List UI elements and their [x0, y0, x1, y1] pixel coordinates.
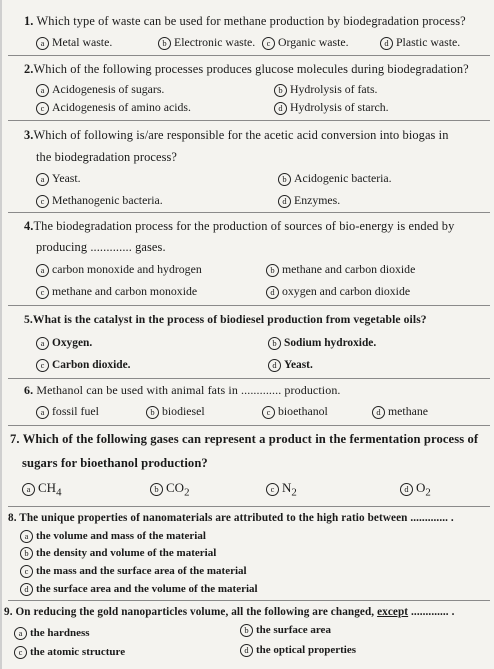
q9-letter-b: b	[240, 624, 253, 637]
q3-option-d[interactable]: d Enzymes.	[278, 193, 340, 208]
q3-letter-d: d	[278, 195, 291, 208]
q5-option-c[interactable]: c Carbon dioxide.	[36, 358, 130, 372]
q3-option-b[interactable]: b Acidogenic bacteria.	[278, 171, 392, 186]
question-9-text: On reducing the gold nanoparticles volume, all the following are changed,	[15, 606, 378, 618]
q3-letter-b: b	[278, 173, 291, 186]
question-7-text-line1: Which of the following gases can represent a product in the fermentation process of	[22, 432, 479, 446]
q5-letter-a: a	[36, 337, 49, 350]
q7-option-d[interactable]: d $O_2$	[400, 481, 431, 500]
q9-option-d[interactable]: d the optical properties	[240, 643, 356, 657]
q3-letter-a: a	[36, 173, 49, 186]
question-5: 5.What is the catalyst in the process of biodiesel production from vegetable oils?	[24, 313, 427, 326]
q4-letter-b: b	[266, 264, 279, 277]
q9-option-a[interactable]: a the hardness	[14, 626, 90, 640]
q8-letter-d: d	[20, 583, 33, 596]
q5-option-a[interactable]: a Oxygen.	[36, 336, 92, 350]
q5-option-b[interactable]: b Sodium hydroxide.	[268, 336, 376, 350]
q5-option-d[interactable]: d Yeast.	[268, 358, 313, 372]
question-4-text-line1: The biodegradation process for the production of sources of bio-energy is ended by	[33, 219, 455, 233]
q9-letter-a: a	[14, 627, 27, 640]
question-6: 6. Methanol can be used with animal fats in ............. production.	[24, 383, 341, 397]
q1-option-c[interactable]: c Organic waste.	[262, 35, 349, 50]
q9-letter-c: c	[14, 646, 27, 659]
q6-letter-b: b	[146, 406, 159, 419]
question-8-text: The unique properties of nanomaterials are attributed to the high ratio between ............. .	[19, 512, 454, 524]
q5-letter-c: c	[36, 359, 49, 372]
question-2-text: Which of the following processes produces glucose molecules during biodegradation?	[33, 62, 469, 76]
divider-3	[8, 212, 490, 213]
question-7: 7. Which of the following gases can represent a product in the fermentation process of	[10, 432, 479, 446]
q4-option-a[interactable]: a carbon monoxide and hydrogen	[36, 262, 202, 277]
q9-option-b[interactable]: b the surface area	[240, 623, 331, 637]
q1-option-d[interactable]: d Plastic waste.	[380, 35, 460, 50]
q7-option-a[interactable]: a $CH_4$	[22, 481, 61, 500]
q8-letter-b: b	[20, 547, 33, 560]
q9-letter-d: d	[240, 644, 253, 657]
q7-letter-a: a	[22, 483, 35, 496]
q1-letter-a: a	[36, 37, 49, 50]
q3-option-a[interactable]: a Yeast.	[36, 171, 81, 186]
q8-option-d[interactable]: d the surface area and the volume of the material	[20, 582, 258, 596]
q7-letter-d: d	[400, 483, 413, 496]
q1-letter-b: b	[158, 37, 171, 50]
q2-letter-c: c	[36, 102, 49, 115]
q8-option-a[interactable]: a the volume and mass of the material	[20, 529, 206, 543]
question-9: 9. On reducing the gold nanoparticles volume, all the following are changed, except ............. .	[4, 606, 455, 618]
q6-option-b[interactable]: b biodiesel	[146, 404, 205, 419]
question-4-text-line2: producing ............. gases.	[36, 240, 166, 254]
q4-letter-d: d	[266, 286, 279, 299]
q8-letter-a: a	[20, 530, 33, 543]
q1-option-b[interactable]: b Electronic waste.	[158, 35, 255, 50]
q3-letter-c: c	[36, 195, 49, 208]
divider-6	[8, 425, 490, 426]
q1-letter-c: c	[262, 37, 275, 50]
q7-option-c[interactable]: c $N_2$	[266, 481, 297, 500]
q4-letter-c: c	[36, 286, 49, 299]
question-3-text-line1: Which of following is/are responsible for the acetic acid conversion into biogas in	[33, 128, 449, 142]
q2-letter-d: d	[274, 102, 287, 115]
q3-option-c[interactable]: c Methanogenic bacteria.	[36, 193, 163, 208]
question-7-text-line2: sugars for bioethanol production?	[22, 456, 208, 470]
q4-option-c[interactable]: c methane and carbon monoxide	[36, 284, 197, 299]
q6-option-a[interactable]: a fossil fuel	[36, 404, 99, 419]
q8-option-c[interactable]: c the mass and the surface area of the material	[20, 564, 247, 578]
q4-letter-a: a	[36, 264, 49, 277]
divider-4	[8, 305, 490, 306]
q8-letter-c: c	[20, 565, 33, 578]
question-1: 1. Which type of waste can be used for methane production by biodegradation process?	[24, 14, 466, 28]
divider-8	[8, 600, 490, 601]
q2-option-b[interactable]: b Hydrolysis of fats.	[274, 82, 378, 97]
q2-option-d[interactable]: d Hydrolysis of starch.	[274, 100, 389, 115]
q2-option-c[interactable]: c Acidogenesis of amino acids.	[36, 100, 191, 115]
question-2: 2.Which of the following processes produces glucose molecules during biodegradation?	[24, 62, 469, 76]
q7-letter-b: b	[150, 483, 163, 496]
question-1-text: Which type of waste can be used for methane production by biodegradation process?	[36, 14, 466, 28]
q8-option-b[interactable]: b the density and volume of the material	[20, 546, 216, 560]
divider-1	[8, 55, 490, 56]
q2-letter-b: b	[274, 84, 287, 97]
question-8: 8. The unique properties of nanomaterials are attributed to the high ratio between ............. .	[8, 512, 454, 524]
q4-option-d[interactable]: d oxygen and carbon dioxide	[266, 284, 410, 299]
q2-letter-a: a	[36, 84, 49, 97]
q5-letter-d: d	[268, 359, 281, 372]
q1-letter-d: d	[380, 37, 393, 50]
question-9-emphasis: except	[377, 606, 409, 618]
q6-option-d[interactable]: d methane	[372, 404, 428, 419]
q9-option-c[interactable]: c the atomic structure	[14, 645, 125, 659]
q7-option-b[interactable]: b $CO_2$	[150, 481, 189, 500]
divider-2	[8, 120, 490, 121]
q2-option-a[interactable]: a Acidogenesis of sugars.	[36, 82, 164, 97]
question-5-text: What is the catalyst in the process of biodiesel production from vegetable oils?	[32, 313, 427, 326]
page-edge-left	[0, 0, 2, 669]
q6-letter-c: c	[262, 406, 275, 419]
q6-option-c[interactable]: c bioethanol	[262, 404, 328, 419]
divider-7	[8, 506, 490, 507]
q6-letter-a: a	[36, 406, 49, 419]
question-3-text-line2: the biodegradation process?	[36, 150, 178, 164]
q5-letter-b: b	[268, 337, 281, 350]
q1-option-a[interactable]: a Metal waste.	[36, 35, 112, 50]
divider-5	[8, 378, 490, 379]
question-6-text: Methanol can be used with animal fats in ............. production.	[36, 383, 341, 397]
question-3: 3.Which of following is/are responsible for the acetic acid conversion into biogas in	[24, 128, 449, 142]
q4-option-b[interactable]: b methane and carbon dioxide	[266, 262, 415, 277]
question-4: 4.The biodegradation process for the production of sources of bio-energy is ended by	[24, 219, 455, 233]
q6-letter-d: d	[372, 406, 385, 419]
q7-letter-c: c	[266, 483, 279, 496]
